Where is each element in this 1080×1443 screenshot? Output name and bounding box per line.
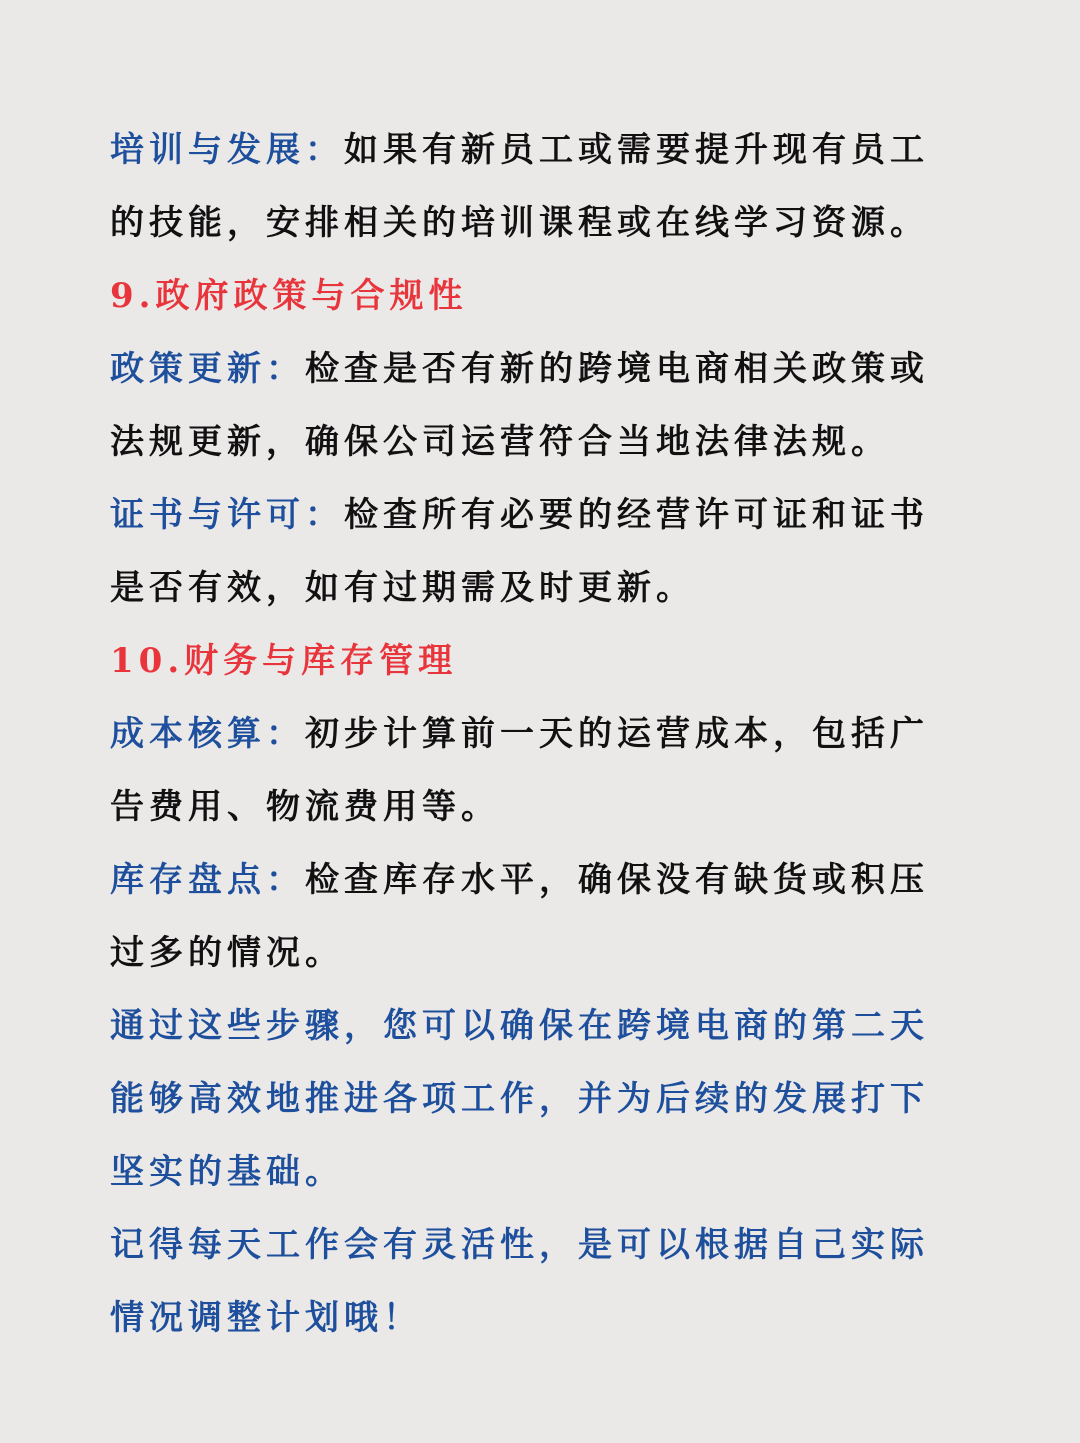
section-heading-9: 9.政府政策与合规性 — [110, 276, 468, 316]
cost-line-2 — [110, 771, 950, 844]
summary-line-2: 能够高效地推进各项工作，并为后续的发展打下 — [110, 1079, 929, 1119]
license-line-1 — [110, 479, 950, 552]
closing-line-1: 记得每天工作会有灵活性，是可以根据自己实际 — [110, 1225, 929, 1265]
summary-line-3: 坚实的基础。 — [110, 1152, 344, 1192]
training-label: 培训与发展： — [110, 130, 344, 170]
cost-label: 成本核算： — [110, 714, 305, 754]
license-label: 证书与许可： — [110, 495, 344, 535]
training-line-2 — [110, 187, 950, 260]
training-text-cont: 的技能，安排相关的培训课程或在线学习资源。 — [110, 203, 929, 243]
cost-text: 初步计算前一天的运营成本，包括广 — [305, 714, 929, 754]
inventory-line-1 — [110, 844, 950, 917]
inventory-label: 库存盘点： — [110, 860, 305, 900]
policy-update-text-cont: 法规更新，确保公司运营符合当地法律法规。 — [110, 422, 890, 462]
inventory-line-2 — [110, 917, 950, 990]
license-text-cont: 是否有效，如有过期需及时更新。 — [110, 568, 695, 608]
summary-line-1: 通过这些步骤，您可以确保在跨境电商的第二天 — [110, 1006, 929, 1046]
policy-update-text: 检查是否有新的跨境电商相关政策或 — [305, 349, 929, 389]
content-block — [110, 114, 950, 1355]
policy-update-line-1 — [110, 333, 950, 406]
training-line-1 — [110, 114, 950, 187]
training-text: 如果有新员工或需要提升现有员工 — [344, 130, 929, 170]
license-text: 检查所有必要的经营许可证和证书 — [344, 495, 929, 535]
cost-line-1 — [110, 698, 950, 771]
license-line-2 — [110, 552, 950, 625]
inventory-text-cont: 过多的情况。 — [110, 933, 344, 973]
closing-line-2: 情况调整计划哦！ — [110, 1298, 422, 1338]
policy-update-label: 政策更新： — [110, 349, 305, 389]
cost-text-cont: 告费用、物流费用等。 — [110, 787, 500, 827]
inventory-text: 检查库存水平，确保没有缺货或积压 — [305, 860, 929, 900]
policy-update-line-2 — [110, 406, 950, 479]
section-heading-10: 10.财务与库存管理 — [110, 641, 458, 681]
